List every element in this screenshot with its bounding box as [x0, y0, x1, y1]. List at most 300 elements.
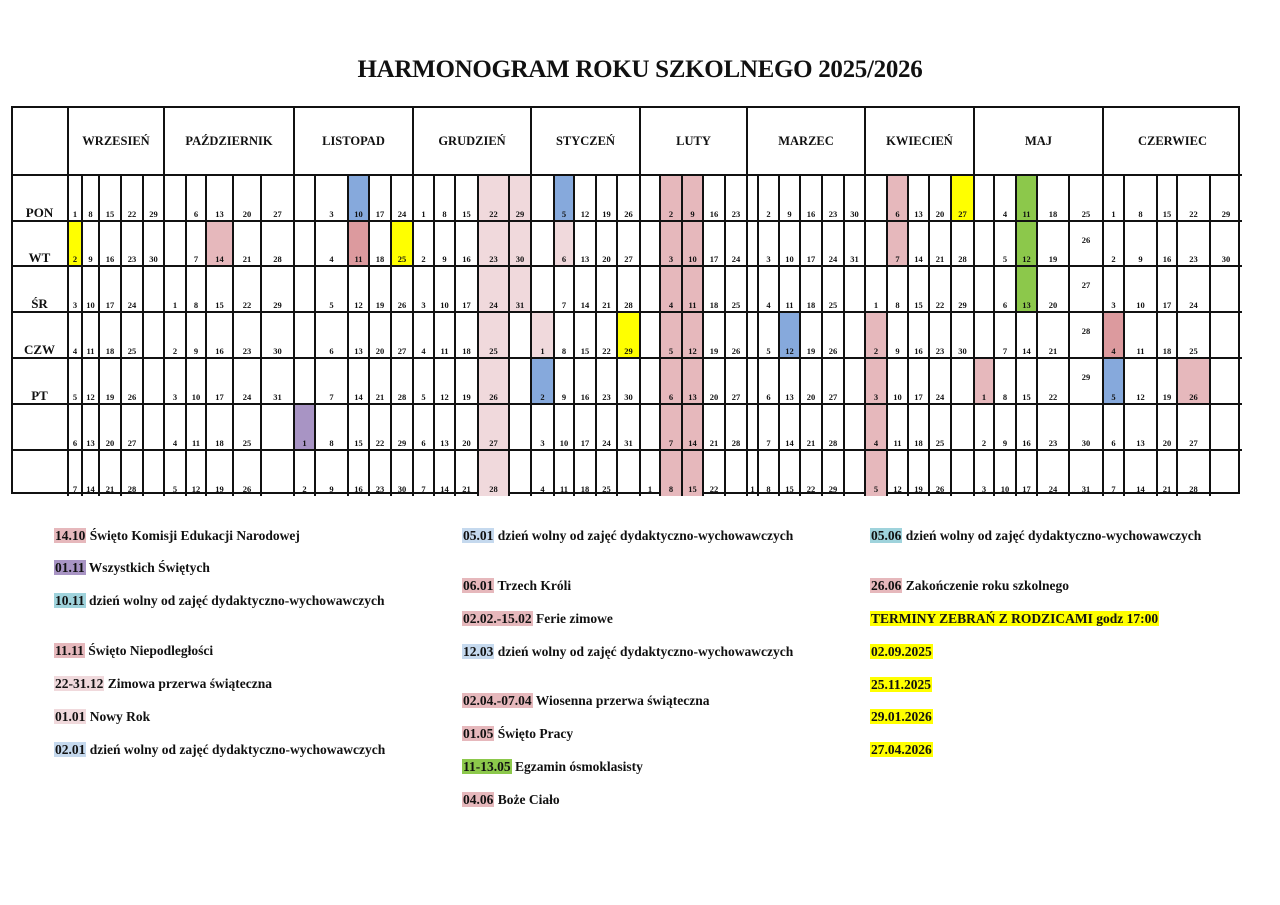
month-header: KWIECIEŃ [886, 134, 953, 148]
calendar-day-cell [703, 221, 725, 266]
day-number: 23 [828, 209, 838, 219]
day-number: 12 [1022, 254, 1031, 264]
calendar-day-cell [865, 404, 887, 450]
calendar-day-cell [143, 358, 164, 404]
day-number: 15 [105, 209, 115, 219]
calendar-day-cell [660, 221, 682, 266]
day-number: 10 [440, 300, 449, 310]
calendar-day-cell [294, 266, 315, 312]
calendar-day-cell [1124, 266, 1157, 312]
day-number: 7 [1111, 484, 1116, 494]
calendar-day-cell [1177, 312, 1210, 358]
day-number: 14 [440, 484, 449, 494]
calendar-day-cell [233, 221, 261, 266]
calendar-day-cell [908, 266, 929, 312]
calendar-day-cell [1157, 358, 1177, 404]
calendar-day-cell [951, 175, 974, 221]
day-number: 18 [462, 346, 471, 356]
calendar-day-cell [1157, 450, 1177, 496]
day-number: 25 [127, 346, 137, 356]
calendar-day-cell [294, 404, 315, 450]
day-number: 3 [766, 254, 771, 264]
calendar-day-cell [413, 450, 434, 496]
calendar-day-cell [434, 312, 455, 358]
legend-text: dzień wolny od zajęć dydaktyczno-wychowawczych [494, 528, 794, 543]
day-number: 10 [893, 392, 902, 402]
legend-text: Egzamin ósmoklasisty [511, 759, 643, 774]
day-number: 4 [329, 254, 334, 264]
calendar-day-cell [315, 175, 348, 221]
calendar-day-cell [99, 221, 121, 266]
legend-item [870, 577, 1250, 594]
day-number: 16 [806, 209, 816, 219]
day-number: 7 [1002, 346, 1008, 356]
calendar-day-cell [233, 312, 261, 358]
calendar-day-cell [1124, 221, 1157, 266]
day-number: 23 [127, 254, 137, 264]
calendar-day-cell [531, 221, 554, 266]
calendar-day-cell [369, 312, 391, 358]
day-number: 17 [462, 300, 471, 310]
month-header: MAJ [1024, 134, 1053, 148]
grid-line [659, 175, 661, 496]
grid-line [864, 108, 866, 496]
calendar-day-cell [164, 266, 186, 312]
day-number: 27 [273, 209, 282, 219]
day-number: 17 [105, 300, 115, 310]
calendar-day-cell [315, 404, 348, 450]
day-number: 22 [375, 438, 385, 448]
calendar-day-cell [887, 266, 908, 312]
calendar-day-cell [121, 175, 143, 221]
day-number: 17 [1022, 484, 1031, 494]
day-number: 21 [602, 300, 611, 310]
calendar-day-cell [703, 266, 725, 312]
calendar-day-cell [391, 358, 413, 404]
legend-date: 02.02.-15.02 [463, 611, 532, 626]
weekday-label: PON [25, 205, 54, 220]
calendar-day-cell [800, 312, 822, 358]
calendar-day-cell [1016, 175, 1037, 221]
day-number: 10 [559, 438, 569, 448]
calendar-day-cell [865, 175, 887, 221]
day-number: 3 [540, 438, 545, 448]
calendar-day-cell [348, 358, 369, 404]
day-number: 9 [329, 484, 334, 494]
day-number: 14 [1022, 346, 1031, 356]
grid-line [778, 175, 780, 496]
day-number: 11 [1022, 209, 1031, 219]
calendar-day-cell [68, 450, 82, 496]
day-number: 12 [1136, 392, 1145, 402]
grid-line [616, 175, 618, 496]
legend-date: 10.11 [55, 593, 85, 608]
day-number: 11 [559, 484, 569, 494]
day-number: 5 [668, 346, 674, 356]
day-number: 6 [895, 209, 900, 219]
calendar-day-cell [143, 266, 164, 312]
day-number: 1 [647, 484, 653, 494]
day-number: 28 [489, 484, 498, 494]
calendar-day-cell [413, 404, 434, 450]
day-number: 7 [561, 300, 567, 310]
day-number: 23 [489, 254, 498, 264]
grid-line [433, 175, 435, 496]
calendar-day-cell [99, 404, 121, 450]
calendar-day-cell [1069, 175, 1103, 221]
day-number: 18 [105, 346, 115, 356]
day-number: 15 [215, 300, 224, 310]
grid-line [205, 175, 207, 496]
calendar-day-cell [929, 404, 951, 450]
day-number: 4 [766, 300, 771, 310]
calendar-day-cell [974, 221, 994, 266]
calendar-day-cell [779, 266, 800, 312]
calendar-day-cell [1037, 175, 1069, 221]
calendar-day-cell [315, 221, 348, 266]
day-number: 10 [1000, 484, 1010, 494]
calendar-day-cell [143, 221, 164, 266]
day-number: 13 [86, 438, 95, 448]
calendar-day-cell [1157, 312, 1177, 358]
meetings-heading-text: TERMINY ZEBRAŃ Z RODZICAMI godz 17:00 [871, 611, 1159, 626]
calendar-day-cell [682, 221, 703, 266]
meeting-date [870, 643, 1250, 660]
calendar-day-cell [974, 312, 994, 358]
calendar-day-cell [994, 312, 1016, 358]
day-number: 27 [1189, 438, 1198, 448]
calendar-day-cell [99, 175, 121, 221]
meeting-date-text: 29.01.2026 [871, 709, 932, 724]
calendar-day-cell [800, 404, 822, 450]
day-number: 28 [958, 254, 967, 264]
calendar-day-cell [908, 404, 929, 450]
day-number: 30 [397, 484, 407, 494]
day-number: 5 [1002, 254, 1008, 264]
day-number: 12 [688, 346, 697, 356]
day-number: 11 [893, 438, 902, 448]
calendar-day-cell [1210, 312, 1242, 358]
calendar-day-cell [844, 450, 865, 496]
day-number: 16 [354, 484, 363, 494]
legend-text: Boże Ciało [494, 792, 560, 807]
calendar-day-cell [1069, 266, 1103, 312]
calendar-day-cell [121, 404, 143, 450]
day-number: 6 [668, 392, 674, 402]
weekday-label: PT [31, 388, 48, 403]
legend-item [54, 708, 434, 725]
calendar-day-cell [434, 175, 455, 221]
calendar-day-cell [779, 175, 800, 221]
calendar-day-cell [1124, 175, 1157, 221]
calendar-day-cell [574, 312, 596, 358]
calendar-day-cell [143, 404, 164, 450]
calendar-day-cell [1124, 450, 1157, 496]
calendar-day-cell [1210, 358, 1242, 404]
legend-item [54, 675, 434, 692]
day-number: 30 [515, 254, 525, 264]
day-number: 9 [690, 209, 695, 219]
day-number: 14 [688, 438, 697, 448]
calendar-day-cell [725, 358, 747, 404]
day-number: 20 [242, 209, 252, 219]
day-number: 4 [1111, 346, 1116, 356]
calendar-day-cell [261, 266, 294, 312]
calendar-day-cell [413, 358, 434, 404]
day-number: 23 [731, 209, 741, 219]
day-number: 29 [958, 300, 967, 310]
calendar-day-cell [725, 450, 747, 496]
day-number: 27 [397, 346, 407, 356]
calendar-day-cell [68, 358, 82, 404]
calendar-day-cell [164, 221, 186, 266]
calendar-day-cell [369, 175, 391, 221]
grid-line [13, 311, 1242, 313]
calendar-day-cell [509, 312, 531, 358]
calendar-day-cell [974, 450, 994, 496]
calendar-day-cell [617, 450, 640, 496]
calendar-day-cell [478, 266, 509, 312]
day-number: 12 [191, 484, 201, 494]
calendar-day-cell [369, 266, 391, 312]
grid-line [1176, 175, 1178, 496]
day-number: 19 [462, 392, 471, 402]
calendar-day-cell [1069, 358, 1103, 404]
month-header: LISTOPAD [322, 134, 385, 148]
day-number: 19 [1162, 392, 1172, 402]
calendar-day-cell [1210, 175, 1242, 221]
day-number: 25 [828, 300, 838, 310]
day-number: 7 [766, 438, 771, 448]
calendar-day-cell [660, 404, 682, 450]
day-number: 10 [354, 209, 363, 219]
calendar-day-cell [758, 175, 779, 221]
legend-item [462, 692, 842, 709]
day-number: 26 [624, 209, 633, 219]
calendar-day-cell [369, 450, 391, 496]
calendar-day-cell [121, 450, 143, 496]
calendar-day-cell [1157, 404, 1177, 450]
calendar-day-cell [531, 175, 554, 221]
calendar-day-cell [206, 175, 233, 221]
day-number: 16 [462, 254, 471, 264]
calendar-day-cell [186, 312, 206, 358]
grid-line [67, 108, 69, 496]
day-number: 21 [1048, 346, 1058, 356]
calendar-day-cell [887, 358, 908, 404]
grid-line [1036, 175, 1038, 496]
day-number: 30 [850, 209, 859, 219]
day-number: 1 [750, 484, 755, 494]
grid-line [973, 108, 975, 496]
calendar-day-cell [660, 450, 682, 496]
day-number: 13 [1136, 438, 1145, 448]
day-number: 4 [72, 346, 78, 356]
month-header: GRUDZIEŃ [438, 134, 506, 148]
calendar-day-cell [143, 312, 164, 358]
calendar-day-cell [455, 266, 478, 312]
calendar-day-cell [779, 312, 800, 358]
calendar-day-cell [68, 221, 82, 266]
calendar-day-cell [233, 450, 261, 496]
month-header: MARZEC [778, 134, 834, 148]
day-number: 6 [1002, 300, 1008, 310]
day-number: 26 [489, 392, 498, 402]
grid-line [639, 108, 641, 496]
day-number: 24 [602, 438, 611, 448]
calendar-day-cell [206, 450, 233, 496]
day-number: 22 [935, 300, 945, 310]
day-number: 7 [72, 484, 78, 494]
day-number: 24 [397, 209, 407, 219]
grid-line [314, 175, 316, 496]
calendar-day-cell [800, 221, 822, 266]
day-number: 7 [421, 484, 426, 494]
calendar-day-cell [1210, 450, 1242, 496]
calendar-day-cell [574, 404, 596, 450]
calendar-day-cell [779, 358, 800, 404]
day-number: 8 [1002, 392, 1008, 402]
day-number: 12 [354, 300, 363, 310]
day-number: 29 [515, 209, 525, 219]
day-number: 13 [354, 346, 363, 356]
calendar-day-cell [206, 404, 233, 450]
calendar-day-cell [617, 312, 640, 358]
calendar-day-cell [865, 450, 887, 496]
calendar-day-cell [865, 221, 887, 266]
calendar-day-cell [294, 358, 315, 404]
calendar-day-cell [99, 312, 121, 358]
meetings-heading [870, 610, 1270, 627]
day-number: 20 [935, 209, 945, 219]
day-number: 18 [806, 300, 816, 310]
calendar-day-cell [1103, 358, 1124, 404]
calendar-day-cell [640, 450, 660, 496]
day-number: 4 [540, 484, 545, 494]
calendar-day-cell [261, 404, 294, 450]
calendar-day-cell [509, 404, 531, 450]
calendar-day-cell [725, 404, 747, 450]
legend-date: 02.04.-07.04 [463, 693, 532, 708]
legend-date: 14.10 [55, 528, 86, 543]
calendar-day-cell [682, 358, 703, 404]
day-number: 13 [580, 254, 590, 264]
calendar-day-cell [1177, 358, 1210, 404]
calendar-day-cell [994, 404, 1016, 450]
calendar-day-cell [596, 266, 617, 312]
day-number: 20 [375, 346, 385, 356]
day-number: 26 [1189, 392, 1198, 402]
day-number: 15 [688, 484, 697, 494]
day-number: 20 [105, 438, 115, 448]
calendar-day-cell [974, 404, 994, 450]
calendar-day-cell [478, 175, 509, 221]
calendar-day-cell [391, 404, 413, 450]
day-number: 28 [127, 484, 137, 494]
calendar-table [11, 106, 1240, 494]
day-number: 21 [462, 484, 471, 494]
calendar-day-cell [315, 450, 348, 496]
grid-line [530, 108, 532, 496]
day-number: 1 [72, 209, 78, 219]
calendar-day-cell [164, 404, 186, 450]
calendar-day-cell [99, 450, 121, 496]
calendar-day-cell [478, 450, 509, 496]
day-number: 27 [731, 392, 741, 402]
calendar-day-cell [391, 266, 413, 312]
meeting-date-text: 27.04.2026 [871, 742, 932, 757]
day-number: 5 [329, 300, 334, 310]
calendar-day-cell [531, 358, 554, 404]
day-number: 7 [895, 254, 900, 264]
grid-line [163, 108, 165, 496]
day-number: 1 [540, 346, 545, 356]
grid-line [98, 175, 100, 496]
day-number: 4 [1002, 209, 1008, 219]
day-number: 21 [935, 254, 945, 264]
legend-item [462, 725, 842, 742]
day-number: 12 [440, 392, 449, 402]
calendar-day-cell [455, 404, 478, 450]
calendar-day-cell [413, 175, 434, 221]
day-number: 16 [914, 346, 923, 356]
calendar-day-cell [348, 175, 369, 221]
meeting-date [870, 708, 1250, 725]
day-number: 10 [785, 254, 794, 264]
day-number: 5 [766, 346, 771, 356]
calendar-day-cell [908, 450, 929, 496]
grid-line [1102, 108, 1104, 496]
calendar-day-cell [186, 358, 206, 404]
weekday-label: CZW [23, 342, 56, 357]
calendar-day-cell [68, 312, 82, 358]
calendar-day-cell [478, 404, 509, 450]
day-number: 24 [489, 300, 498, 310]
day-number: 21 [105, 484, 115, 494]
legend-date: 01.01 [55, 709, 86, 724]
calendar-day-cell [596, 358, 617, 404]
day-number: 9 [561, 392, 567, 402]
day-number: 1 [1111, 209, 1116, 219]
day-number: 19 [1048, 254, 1058, 264]
calendar-day-cell [99, 266, 121, 312]
legend-item [462, 577, 842, 594]
page-title: HARMONOGRAM ROKU SZKOLNEGO 2025/2026 [357, 56, 923, 83]
calendar-day-cell [865, 266, 887, 312]
grid-line [232, 175, 234, 496]
day-number: 1 [421, 209, 426, 219]
day-number: 3 [873, 392, 879, 402]
day-number: 3 [72, 300, 78, 310]
legend-date: 01.11 [55, 560, 85, 575]
calendar-day-cell [554, 175, 574, 221]
day-number: 11 [440, 346, 449, 356]
day-number: 28 [624, 300, 633, 310]
calendar-day-cell [1069, 404, 1103, 450]
grid-line [993, 175, 995, 496]
calendar-day-cell [391, 312, 413, 358]
day-number: 1 [981, 392, 987, 402]
legend-text: dzień wolny od zajęć dydaktyczno-wychowawczych [902, 528, 1202, 543]
grid-line [1209, 175, 1211, 496]
day-number: 27 [958, 209, 967, 219]
calendar-day-cell [261, 450, 294, 496]
calendar-day-cell [725, 175, 747, 221]
day-number: 5 [561, 209, 567, 219]
day-number: 9 [1138, 254, 1143, 264]
calendar-day-cell [1016, 312, 1037, 358]
calendar-day-cell [99, 358, 121, 404]
